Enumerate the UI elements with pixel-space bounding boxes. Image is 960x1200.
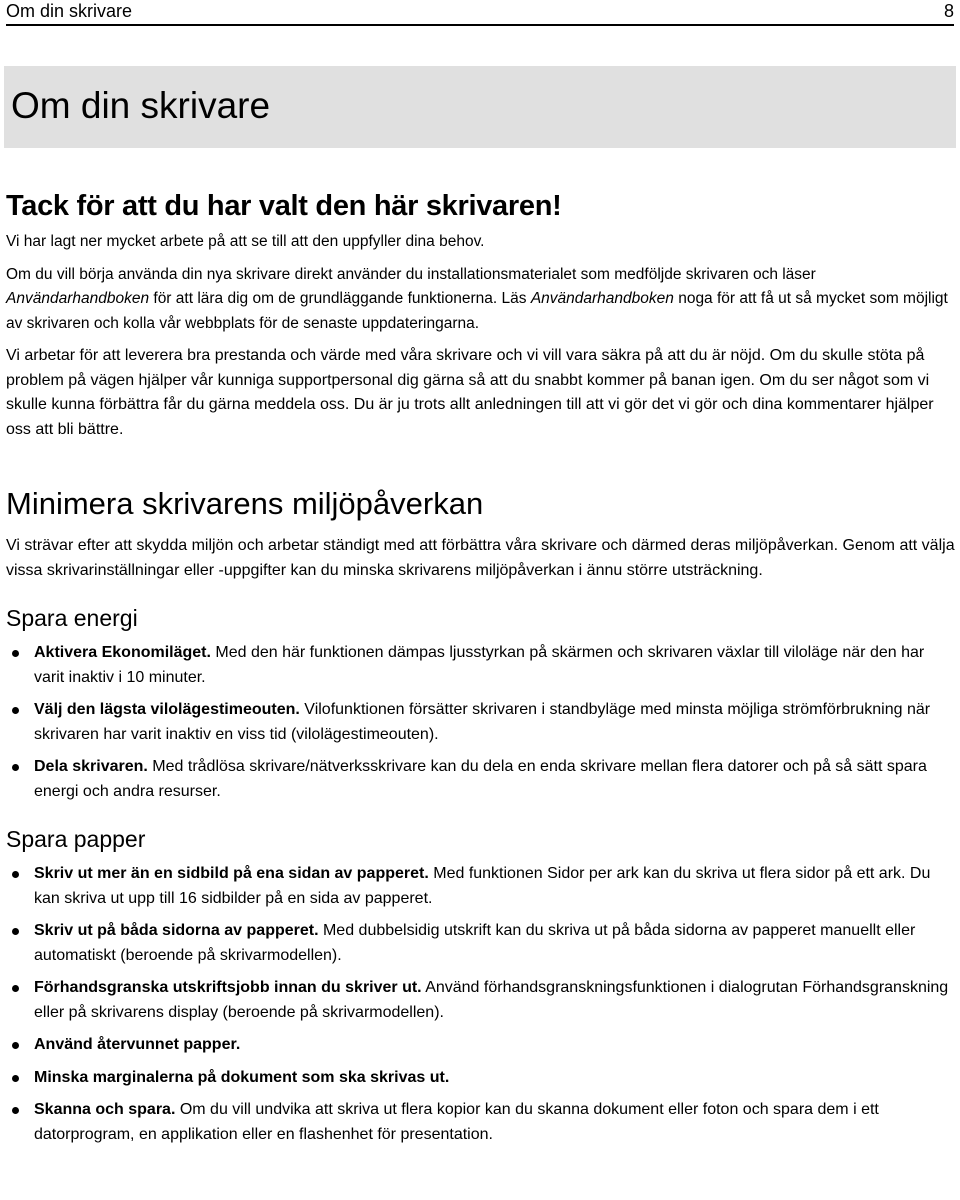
list-item <box>6 1033 956 1058</box>
header-title: Om din skrivare <box>6 1 133 21</box>
chapter-title: Om din skrivare <box>11 85 271 126</box>
item-lead: Skriv ut på båda sidorna av papperet. <box>34 922 319 939</box>
paper-list <box>6 862 956 1147</box>
minimize-paragraph: Vi strävar efter att skydda miljön och arbetar ständigt med att förbättra våra skrivare och därmed deras miljöpåverkan. Genom att välja vissa skrivarinställningar eller -uppgifter kan du minska skrivarens miljöpåverkan i ännu större utsträckning. <box>6 537 955 579</box>
item-lead: Minska marginalerna på dokument som ska skrivas ut. <box>34 1068 450 1086</box>
item-text: Med funktionen Sidor per ark kan du skriva ut flera sidor på ett ark. Du kan skriva ut upp till 16 sidbilder på en sida av papperet. <box>34 865 931 907</box>
bullet-icon <box>12 1075 19 1082</box>
page-content <box>6 188 956 1155</box>
list-item <box>6 641 956 690</box>
item-text: Vilofunktionen försätter skrivaren i standbyläge med minsta möjliga strömförbrukning när skrivaren har varit inaktiv en viss tid (vilolägestimeouten). <box>34 701 931 743</box>
list-item <box>6 976 956 1025</box>
bullet-icon <box>12 650 19 657</box>
item-lead: Aktivera Ekonomiläget. <box>34 644 211 661</box>
text-run: för att lära dig om de grundläggande funktionerna. Läs <box>149 290 531 307</box>
page-number: 8 <box>943 1 954 21</box>
list-item <box>6 1098 956 1147</box>
thanks-paragraph-1: Vi har lagt ner mycket arbete på att se till att den uppfyller dina behov. <box>6 233 485 250</box>
thanks-paragraph-3: Vi arbetar för att leverera bra prestanda och värde med våra skrivare och vi vill vara säkra på att du är nöjd. Om du skulle stöta på problem på vägen hjälper vår kunniga supportpersonal dig gärna så att du snabbt kommer på banan igen. Om du ser något som vi skulle kunna förbättra får du gärna meddela oss. Du är ju trots allt anledningen till att vi gör det vi gör och dina kommentarer hjälper oss att bli bättre. <box>6 347 934 438</box>
chapter-banner <box>4 66 956 148</box>
item-lead: Välj den lägsta vilolägestimeouten. <box>34 701 300 718</box>
list-item <box>6 755 956 804</box>
emphasis-user-guide: Användarhandboken <box>6 290 150 307</box>
bullet-icon <box>12 1042 19 1049</box>
item-lead: Skanna och spara. <box>34 1101 176 1118</box>
text-run: noga för att få ut så mycket som möjligt av skrivaren och kolla vår webbplats för de senaste uppdateringarna. <box>6 290 948 332</box>
list-item <box>6 919 956 968</box>
item-text: Med den här funktionen dämpas ljusstyrkan på skärmen och skrivaren växlar till viloläge när den har varit inaktiv i 10 minuter. <box>34 644 925 686</box>
list-item <box>6 862 956 911</box>
bullet-icon <box>12 707 19 714</box>
item-text: Använd förhandsgranskningsfunktionen i dialogrutan Förhandsgranskning eller på skrivarens display (beroende på skrivarmodellen). <box>34 979 949 1021</box>
item-lead: Förhandsgranska utskriftsjobb innan du skriver ut. <box>34 979 422 996</box>
energy-heading: Spara energi <box>6 605 138 631</box>
list-item <box>6 1066 956 1091</box>
bullet-icon <box>12 1107 19 1114</box>
energy-list <box>6 641 956 804</box>
bullet-icon <box>12 764 19 771</box>
item-text: Med dubbelsidig utskrift kan du skriva ut på båda sidorna av papperet manuellt eller automatiskt (beroende på skrivarmodellen). <box>34 922 916 964</box>
item-lead: Skriv ut mer än en sidbild på ena sidan av papperet. <box>34 865 429 882</box>
item-lead: Använd återvunnet papper. <box>34 1036 241 1053</box>
bullet-icon <box>12 871 19 878</box>
text-run: Om du vill börja använda din nya skrivare direkt använder du installationsmaterialet som medföljde skrivaren och läser <box>6 265 816 283</box>
thanks-paragraph-2 <box>6 263 956 337</box>
bullet-icon <box>12 928 19 935</box>
emphasis-user-guide: Användarhandboken <box>530 290 674 307</box>
item-lead: Dela skrivaren. <box>34 758 148 775</box>
running-header <box>6 0 954 26</box>
thanks-heading: Tack för att du har valt den här skrivaren! <box>6 190 562 222</box>
item-text: Med trådlösa skrivare/nätverksskrivare kan du dela en enda skrivare mellan flera datorer och på så sätt spara energi och andra resurser. <box>34 758 927 800</box>
bullet-icon <box>12 985 19 992</box>
list-item <box>6 698 956 747</box>
item-text: Om du vill undvika att skriva ut flera kopior kan du skanna dokument eller foton och spara dem i ett datorprogram, en applikation eller en flashenhet för presentation. <box>34 1101 879 1143</box>
paper-heading: Spara papper <box>6 826 146 852</box>
minimize-heading: Minimera skrivarens miljöpåverkan <box>6 486 484 521</box>
